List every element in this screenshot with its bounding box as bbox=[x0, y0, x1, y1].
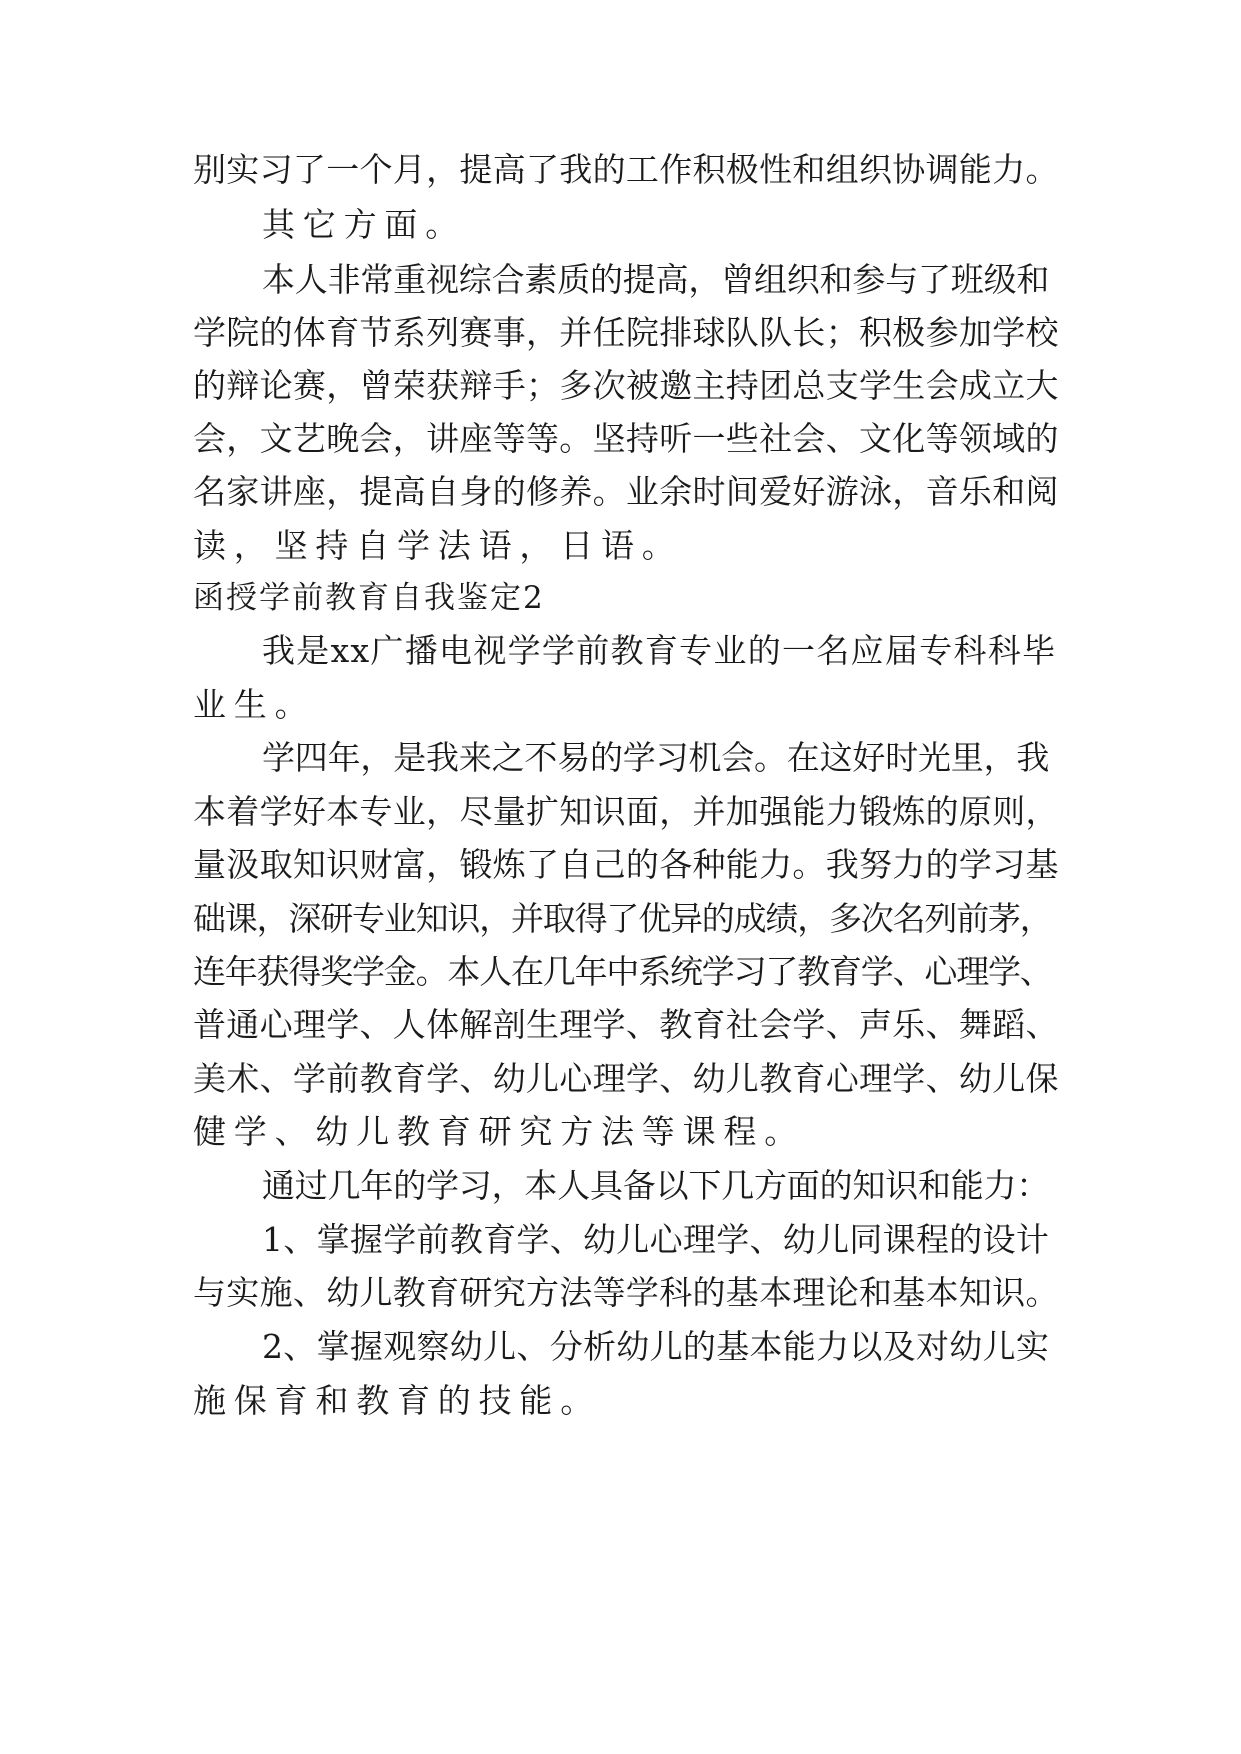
text-line-8: 读，坚持自学法语，日语。 bbox=[193, 526, 683, 565]
text-line-11: 业生。 bbox=[193, 685, 316, 724]
text-line-1: 别实习了一个月，提高了我的工作积极性和组织协调能力。 bbox=[193, 150, 1059, 189]
text-line-7: 名家讲座，提高自身的修养。业余时间爱好游泳，音乐和阅 bbox=[193, 472, 1059, 511]
section-heading: 函授学前教育自我鉴定2 bbox=[193, 580, 545, 616]
text-line-15: 础课，深研专业知识，并取得了优异的成绩，多次名列前茅， bbox=[193, 899, 1052, 938]
text-line-23: 2、掌握观察幼儿、分析幼儿的基本能力以及对幼儿实 bbox=[262, 1327, 1050, 1366]
text-line-17: 普通心理学、人体解剖生理学、教育社会学、声乐、舞蹈、 bbox=[193, 1005, 1059, 1044]
text-line-5: 的辩论赛，曾荣获辩手；多次被邀主持团总支学生会成立大 bbox=[193, 366, 1059, 405]
text-line-14: 量汲取知识财富，锻炼了自己的各种能力。我努力的学习基 bbox=[193, 845, 1059, 884]
text-line-18: 美术、学前教育学、幼儿心理学、幼儿教育心理学、幼儿保 bbox=[193, 1059, 1059, 1098]
text-line-16: 连年获得奖学金。本人在几年中系统学习了教育学、心理学、 bbox=[193, 952, 1052, 991]
text-line-13: 本着学好本专业，尽量扩知识面，并加强能力锻炼的原则， bbox=[193, 792, 1059, 831]
text-line-21: 1、掌握学前教育学、幼儿心理学、幼儿同课程的设计 bbox=[262, 1220, 1050, 1259]
text-line-4: 学院的体育节系列赛事，并任院排球队队长；积极参加学校 bbox=[193, 313, 1059, 352]
text-line-20: 通过几年的学习，本人具备以下几方面的知识和能力： bbox=[262, 1166, 1050, 1205]
text-line-10: 我是xx广播电视学学前教育专业的一名应届专科科毕 bbox=[262, 631, 1057, 670]
text-line-3: 本人非常重视综合素质的提高，曾组织和参与了班级和 bbox=[262, 260, 1050, 299]
text-line-6: 会，文艺晚会，讲座等等。坚持听一些社会、文化等领域的 bbox=[193, 419, 1059, 458]
text-line-19: 健学、幼儿教育研究方法等课程。 bbox=[193, 1112, 805, 1151]
text-line-24: 施保育和教育的技能。 bbox=[193, 1381, 601, 1420]
text-line-22: 与实施、幼儿教育研究方法等学科的基本理论和基本知识。 bbox=[193, 1273, 1059, 1312]
text-line-12: 学四年，是我来之不易的学习机会。在这好时光里，我 bbox=[262, 738, 1050, 777]
text-line-2: 其它方面。 bbox=[262, 205, 466, 244]
